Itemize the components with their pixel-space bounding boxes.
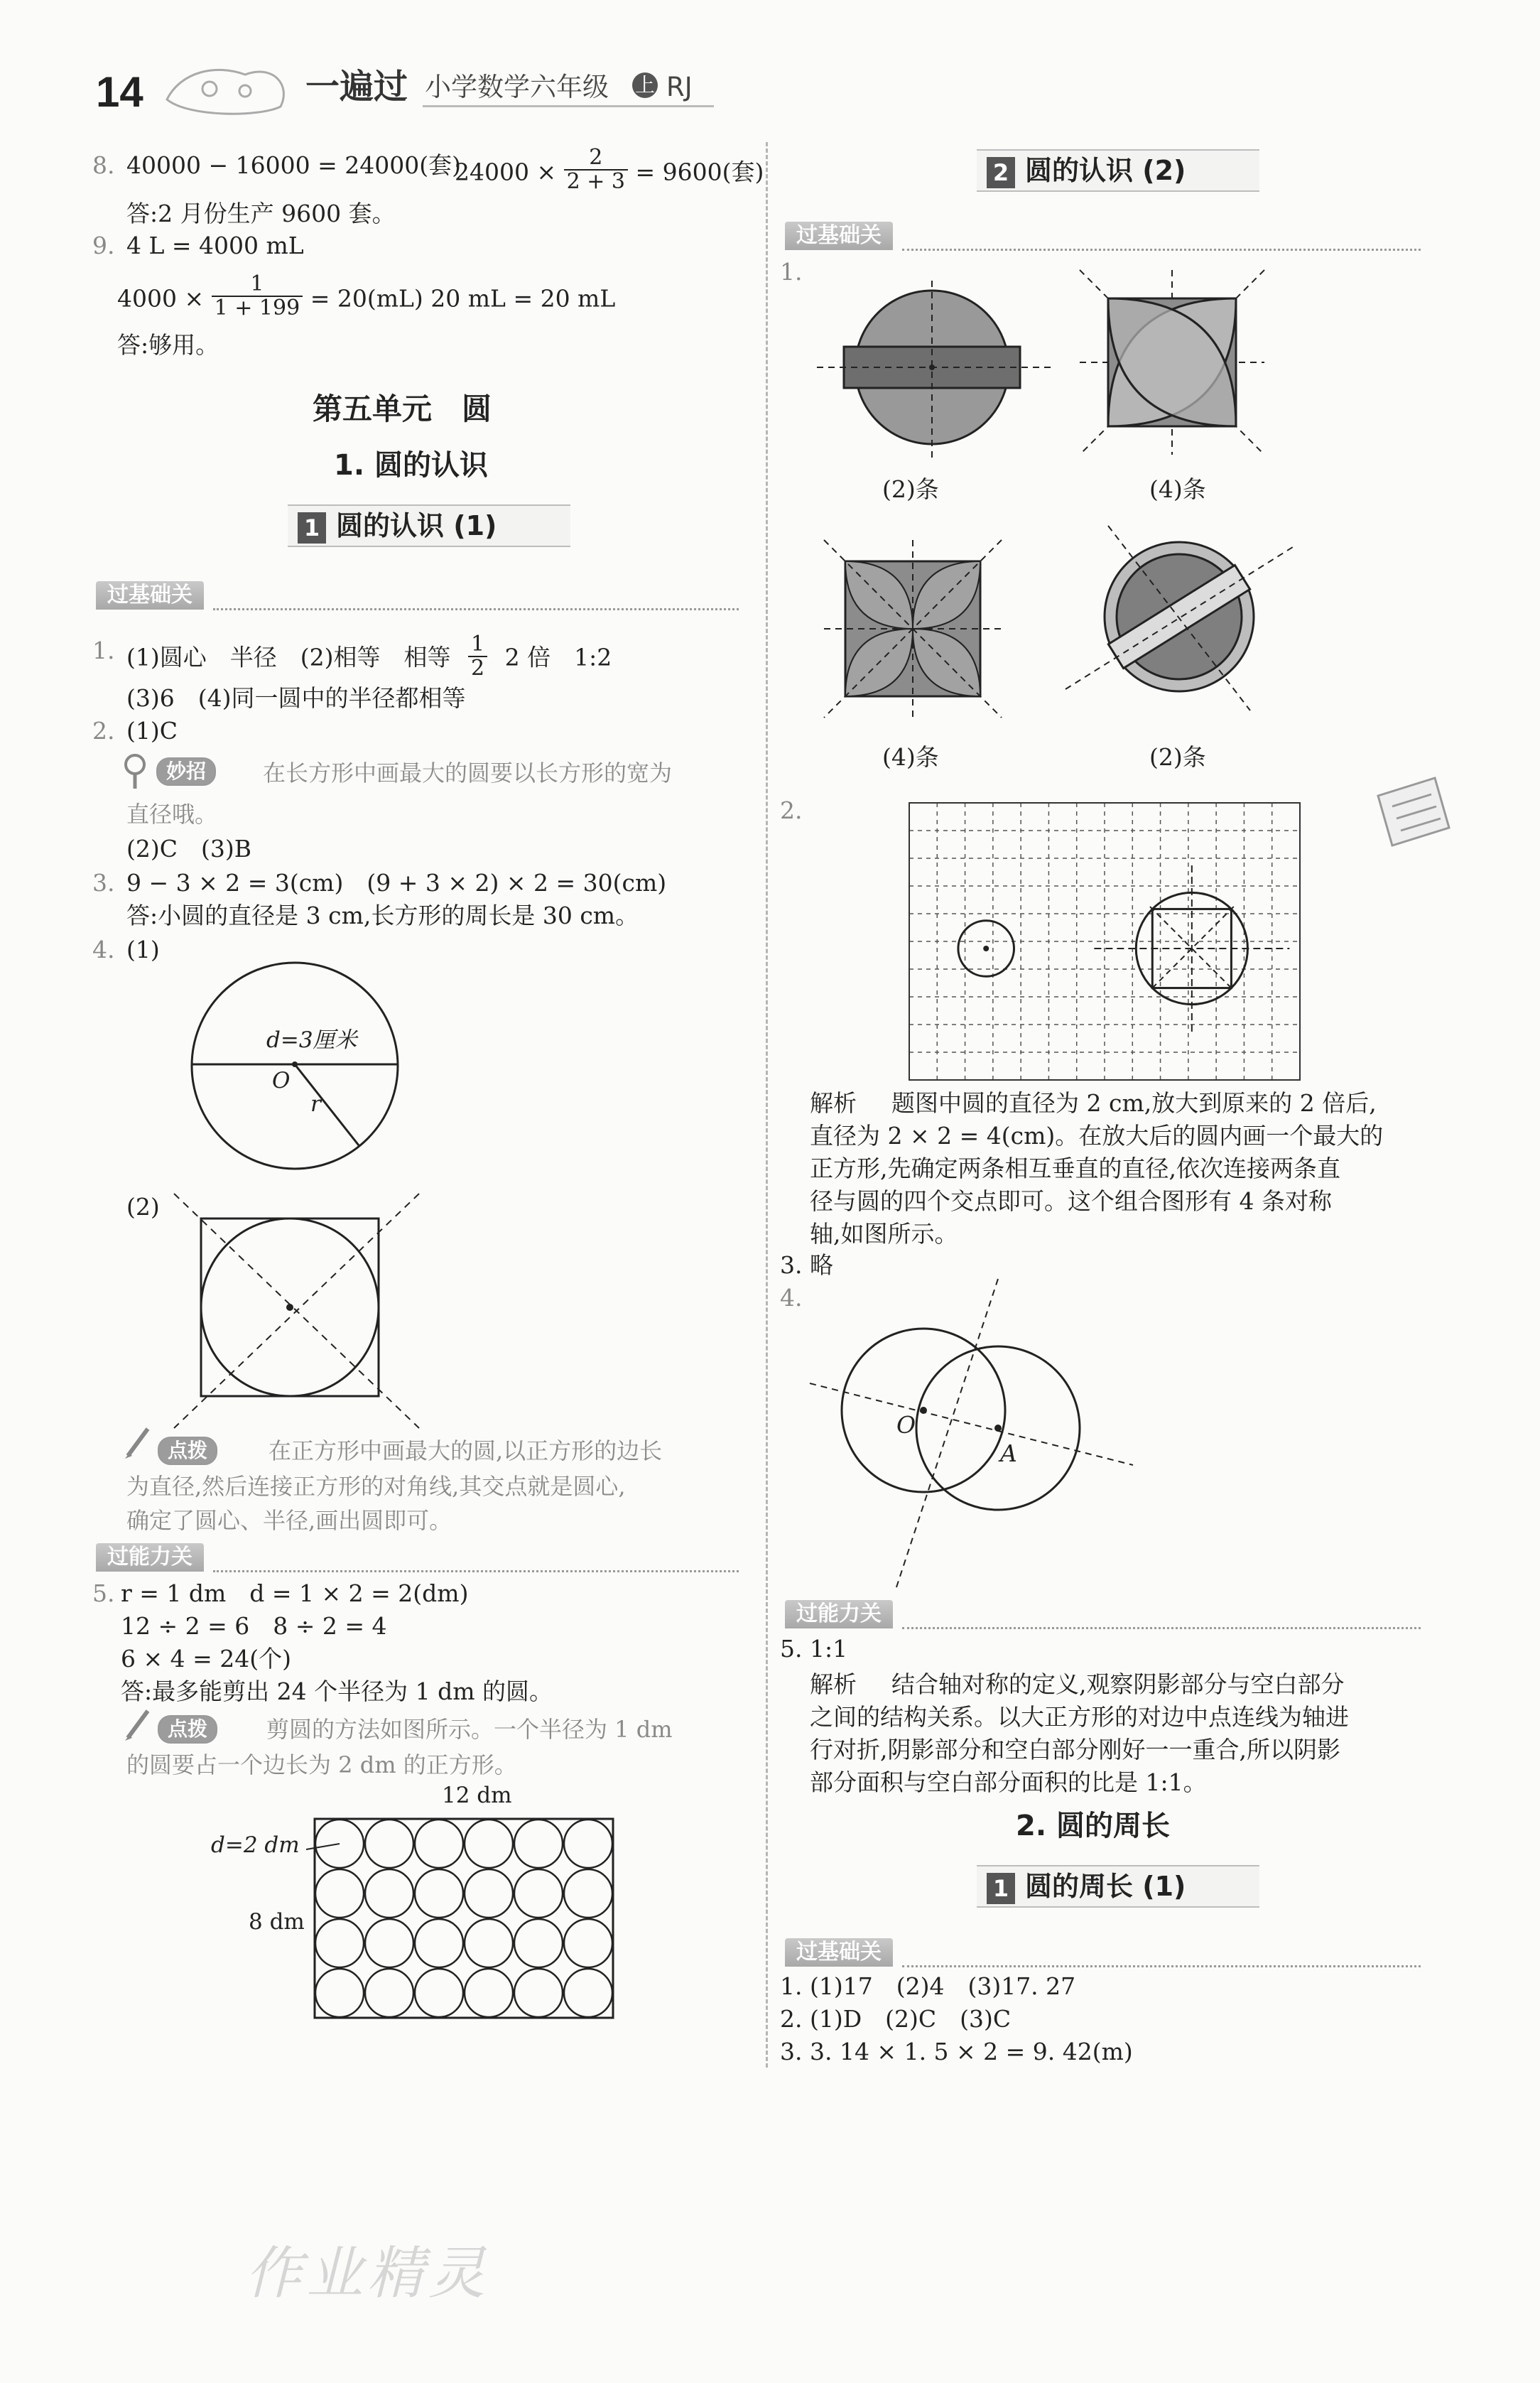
cut-circle — [465, 1820, 513, 1868]
cut-circle — [564, 1919, 612, 1967]
pencil-icon — [122, 1425, 153, 1460]
tip-label-miaozhao: 妙招 — [156, 757, 216, 786]
a1-number: 1. — [92, 637, 115, 664]
cut-circle — [365, 1869, 413, 1918]
pencil-icon — [122, 1707, 153, 1742]
badge-rule — [213, 608, 739, 610]
b3-answer: 3. 3. 14 × 1. 5 × 2 = 9. 42(m) — [780, 2038, 1133, 2065]
fig-caption-1: (2)条 — [882, 475, 939, 503]
magnifier-icon — [122, 752, 151, 791]
a3-number: 3. — [92, 869, 115, 897]
b1-answer: 1. (1)17 (2)4 (3)17. 27 — [780, 1972, 1076, 2000]
a5-number: 5. — [92, 1579, 115, 1607]
watermark: 作业精灵 — [245, 2240, 489, 2306]
cut-circle — [514, 1969, 563, 2017]
cut-circle — [514, 1820, 563, 1868]
cut-circle — [465, 1869, 513, 1918]
a4-label-2: (2) — [126, 1193, 160, 1221]
a3-line2: 答:小圆的直径是 3 cm,长方形的周长是 30 cm。 — [126, 902, 639, 929]
fig-caption-4: (2)条 — [1149, 743, 1206, 771]
cut-circle — [365, 1969, 413, 2017]
fig-o-label-right: O — [896, 1411, 916, 1439]
analysis2-label: 解析 — [810, 1670, 857, 1698]
grade-mark: 上 — [632, 72, 658, 98]
badge-basic-right-2: 过基础关 — [785, 1938, 893, 1967]
analysis-line-5: 轴,如图所示。 — [810, 1220, 958, 1248]
badge-ability-right: 过能力关 — [785, 1600, 893, 1628]
header-rule — [423, 105, 714, 107]
page-number: 14 — [96, 68, 143, 116]
tip1-text-2: 直径哦。 — [126, 801, 218, 828]
a2-number: 2. — [92, 717, 115, 745]
cut-circle — [564, 1820, 612, 1868]
badge-rule-right — [902, 249, 1421, 251]
analysis-line-1: 题图中圆的直径为 2 cm,放大到原来的 2 倍后, — [891, 1089, 1377, 1117]
analysis-label: 解析 — [810, 1089, 857, 1117]
header-decoration — [160, 57, 295, 121]
section2-title: 2. 圆的周长 — [1016, 1810, 1170, 1842]
symmetry-figure-square-lens — [1080, 270, 1264, 455]
cut-circle — [465, 1919, 513, 1967]
badge-basic: 过基础关 — [96, 581, 204, 610]
cut-circle — [365, 1919, 413, 1967]
unit-title: 第五单元 圆 — [313, 391, 492, 426]
cut-circle — [514, 1869, 563, 1918]
a4-label-1: (1) — [126, 936, 160, 963]
cut-circle — [415, 1919, 463, 1967]
cut-circle — [315, 1969, 364, 2017]
badge-ability-rule — [213, 1570, 739, 1572]
a1-line2: (3)6 (4)同一圆中的半径都相等 — [126, 684, 466, 712]
tip1-text-1: 在长方形中画最大的圆要以长方形的宽为 — [263, 760, 673, 787]
q9-number: 9. — [92, 232, 115, 259]
q9-line2: 4000 × $\frac{1}{1 + 199}$ = 20(mL) 20 mL = 20 mL — [117, 271, 616, 320]
fig-o-label: O — [272, 1068, 291, 1093]
cut-circle — [465, 1969, 513, 2017]
cut-circle — [415, 1869, 463, 1918]
tip3-text-1: 剪圆的方法如图所示。一个半径为 1 dm — [266, 1716, 673, 1743]
fig-caption-2: (4)条 — [1149, 475, 1206, 503]
badge-ability-rule-right — [902, 1627, 1421, 1629]
r2-number: 2. — [780, 796, 803, 824]
badge-rule-right-2 — [902, 1965, 1421, 1967]
fig-d-label: d=3厘米 — [266, 1027, 357, 1053]
tip-label-dianbo-2: 点拨 — [158, 1715, 217, 1744]
lesson-header-1: 1 圆的认识 (1) — [288, 504, 570, 547]
circle-grid-figure — [315, 1819, 613, 2021]
edition-label: RJ — [666, 72, 693, 102]
graph-paper-figure — [909, 803, 1300, 1087]
analysis2-line-4: 部分面积与空白部分面积的比是 1:1。 — [810, 1768, 1207, 1796]
analysis-line-2: 直径为 2 × 2 = 4(cm)。在放大后的圆内画一个最大的 — [810, 1122, 1384, 1150]
symmetry-figure-ring-band — [1065, 526, 1293, 710]
header-subtitle: 小学数学六年级 — [425, 72, 609, 102]
two-circles-figure — [806, 1279, 1140, 1592]
a4-number: 4. — [92, 936, 115, 963]
circle-diameter-figure — [163, 952, 433, 1187]
a5-line1: r = 1 dm d = 1 × 2 = 2(dm) — [121, 1579, 469, 1607]
tip-label-dianbo-1: 点拨 — [158, 1437, 217, 1465]
symmetry-figure-four-petals — [824, 540, 1002, 718]
a5-line4: 答:最多能剪出 24 个半径为 1 dm 的圆。 — [121, 1677, 553, 1705]
cut-circle — [315, 1869, 364, 1918]
a1-line1: (1)圆心 半径 (2)相等 相等 $\frac{1}{2}$ 2 倍 1:2 — [126, 632, 612, 681]
lesson-header-3: 1 圆的周长 (1) — [977, 1865, 1259, 1908]
badge-basic-right: 过基础关 — [785, 222, 893, 250]
tip2-text-1: 在正方形中画最大的圆,以正方形的边长 — [269, 1437, 663, 1464]
grid-top-label: 12 dm — [442, 1783, 512, 1808]
cut-circle — [315, 1919, 364, 1967]
grid-side-label: 8 dm — [249, 1909, 305, 1935]
q8-answer: 答:2 月份生产 9600 套。 — [126, 200, 396, 227]
cut-circle — [415, 1820, 463, 1868]
a2-line1: (1)C — [126, 717, 178, 745]
cut-circle — [564, 1869, 612, 1918]
cut-circle — [564, 1969, 612, 2017]
r1-number: 1. — [780, 258, 803, 286]
analysis2-line-3: 行对折,阴影部分和空白部分刚好一一重合,所以阴影 — [810, 1736, 1340, 1763]
analysis-line-4: 径与圆的四个交点即可。这个组合图形有 4 条对称 — [810, 1187, 1332, 1215]
badge-ability: 过能力关 — [96, 1543, 204, 1572]
lesson-header-2: 2 圆的认识 (2) — [977, 149, 1259, 192]
q8-expr-a: 40000 − 16000 = 24000(套) — [126, 151, 461, 179]
q8-number: 8. — [92, 151, 115, 179]
tip3-text-2: 的圆要占一个边长为 2 dm 的正方形。 — [126, 1751, 517, 1778]
section-title: 1. 圆的认识 — [334, 449, 488, 482]
analysis-line-3: 正方形,先确定两条相互垂直的直径,依次连接两条直 — [810, 1155, 1340, 1182]
grid-d-label: d=2 dm — [211, 1832, 300, 1858]
a5-line2: 12 ÷ 2 = 6 8 ÷ 2 = 4 — [121, 1612, 387, 1640]
a5-line3: 6 × 4 = 24(个) — [121, 1645, 291, 1673]
analysis2-line-1: 结合轴对称的定义,观察阴影部分与空白部分 — [891, 1670, 1345, 1698]
q9-line1: 4 L = 4000 mL — [126, 232, 304, 259]
b2-answer: 2. (1)D (2)C (3)C — [780, 2005, 1012, 2033]
cut-circle — [365, 1820, 413, 1868]
note-paper-icon — [1371, 774, 1456, 853]
tip2-text-3: 确定了圆心、半径,画出圆即可。 — [126, 1507, 452, 1534]
r3-answer: 3. 略 — [780, 1251, 833, 1279]
cut-circle — [415, 1969, 463, 2017]
q8-expr-b: 24000 × $\frac{2}{2 + 3}$ = 9600(套) — [455, 145, 764, 194]
symmetry-figure-circle-band — [817, 281, 1051, 458]
column-divider — [766, 142, 768, 2068]
cut-circle — [514, 1919, 563, 1967]
fig-caption-3: (4)条 — [882, 743, 939, 771]
fig-r-label: r — [310, 1091, 321, 1117]
fig-a-label: A — [1000, 1439, 1017, 1467]
a2-line2: (2)C (3)B — [126, 835, 251, 863]
brand-logo: 一遍过 — [305, 67, 408, 107]
q9-answer: 答:够用。 — [117, 331, 219, 359]
a3-line1: 9 − 3 × 2 = 3(cm) (9 + 3 × 2) × 2 = 30(cm) — [126, 869, 667, 897]
tip2-text-2: 为直径,然后连接正方形的对角线,其交点就是圆心, — [126, 1473, 626, 1500]
analysis2-line-2: 之间的结构关系。以大正方形的对边中点连线为轴进 — [810, 1703, 1349, 1731]
r4-number: 4. — [780, 1284, 803, 1312]
circle-in-square-figure — [174, 1194, 419, 1428]
r5-answer: 5. 1:1 — [780, 1635, 848, 1663]
